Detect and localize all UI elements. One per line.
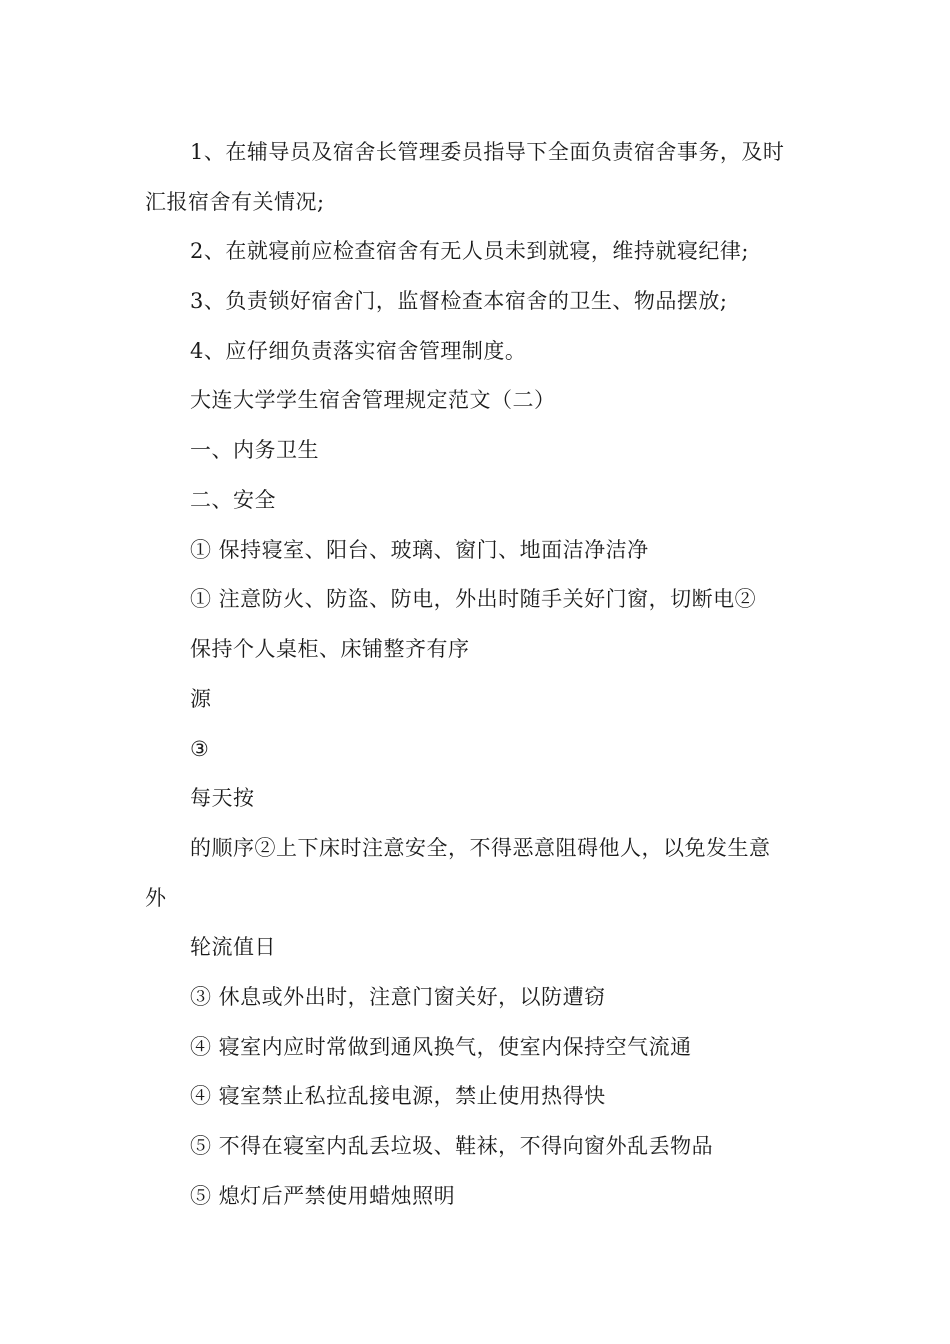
text-line-20: ④ 寝室禁止私拉乱接电源，禁止使用热得快 <box>190 1084 606 1108</box>
text-line-3: 2、在就寝前应检查宿舍有无人员未到就寝，维持就寝纪律; <box>190 239 749 263</box>
text-line-16: 外 <box>145 886 167 910</box>
subheading-safety: 二、安全 <box>190 488 276 512</box>
text-line-17: 轮流值日 <box>190 935 276 959</box>
text-line-4: 3、负责锁好宿舍门，监督检查本宿舍的卫生、物品摆放; <box>190 289 728 313</box>
text-line-10: ① 注意防火、防盗、防电，外出时随手关好门窗，切断电② <box>190 587 757 611</box>
text-line-14: 每天按 <box>190 786 255 810</box>
text-line-15: 的顺序②上下床时注意安全，不得恶意阻碍他人，以免发生意 <box>190 836 771 860</box>
text-line-13: ③ <box>190 737 210 761</box>
text-line-22: ⑤ 熄灯后严禁使用蜡烛照明 <box>190 1184 456 1208</box>
subheading-hygiene: 一、内务卫生 <box>190 438 319 462</box>
text-line-5: 4、应仔细负责落实宿舍管理制度。 <box>190 339 527 363</box>
text-line-1: 1、在辅导员及宿舍长管理委员指导下全面负责宿舍事务，及时 <box>190 140 785 164</box>
text-line-11: 保持个人桌柜、床铺整齐有序 <box>190 637 470 661</box>
text-line-18: ③ 休息或外出时，注意门窗关好，以防遭窃 <box>190 985 606 1009</box>
text-line-2: 汇报宿舍有关情况; <box>145 190 325 214</box>
text-line-21: ⑤ 不得在寝室内乱丢垃圾、鞋袜，不得向窗外乱丢物品 <box>190 1134 714 1158</box>
text-line-12: 源 <box>190 687 212 711</box>
text-line-19: ④ 寝室内应时常做到通风换气，使室内保持空气流通 <box>190 1035 692 1059</box>
section-heading: 大连大学学生宿舍管理规定范文（二） <box>190 388 556 412</box>
text-line-9: ① 保持寝室、阳台、玻璃、窗门、地面洁净洁净 <box>190 538 649 562</box>
